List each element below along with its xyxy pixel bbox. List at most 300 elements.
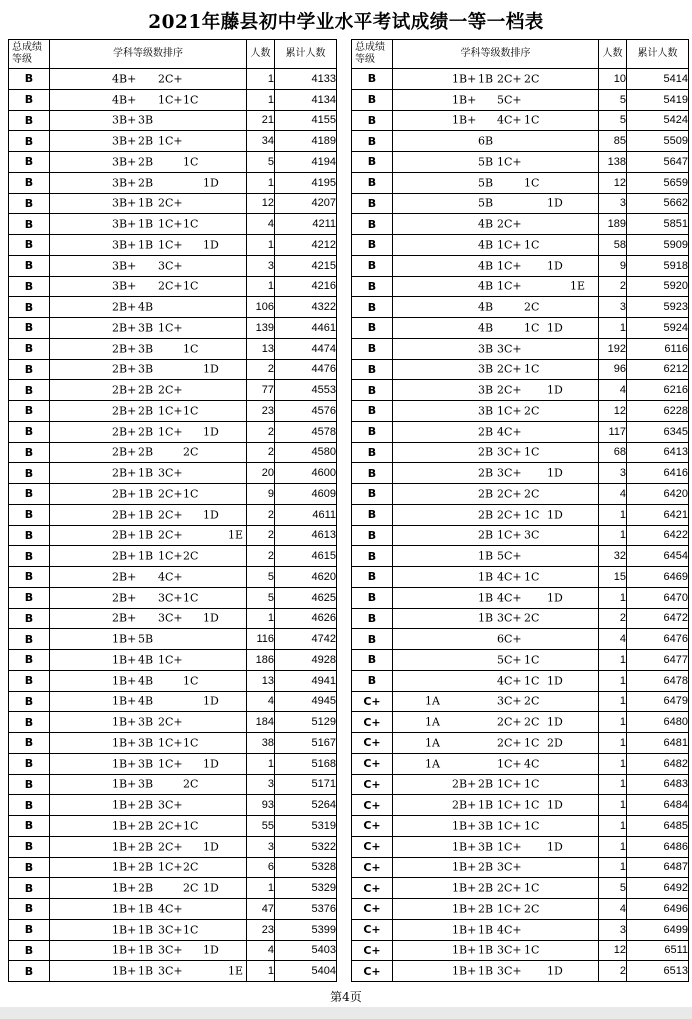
- table-row: [352, 816, 689, 837]
- cumulative-cell: 5647: [627, 152, 689, 173]
- sequence-token: 1B+: [112, 819, 137, 833]
- sequence-token: 1C+: [158, 93, 183, 107]
- subject-sequence-cell: [393, 753, 599, 774]
- sequence-token: 1C+: [158, 404, 183, 418]
- sequence-token: 1C: [183, 342, 199, 356]
- sequence-token: 3C+: [158, 964, 183, 978]
- sequence-token: 1B: [138, 902, 154, 916]
- overall-level-cell: B: [9, 567, 50, 588]
- sequence-token: 2B: [478, 466, 494, 480]
- count-cell: 4: [247, 214, 275, 235]
- table-row: [9, 733, 337, 754]
- cumulative-cell: 4211: [275, 214, 337, 235]
- sequence-token: 1D: [547, 196, 563, 210]
- sequence-token: 1D: [203, 362, 219, 376]
- sequence-token: 2C: [183, 445, 199, 459]
- table-row: [352, 338, 689, 359]
- table-row: [352, 587, 689, 608]
- overall-level-cell: B: [9, 421, 50, 442]
- count-cell: 106: [247, 297, 275, 318]
- cumulative-cell: 4476: [275, 359, 337, 380]
- overall-level-cell: B: [9, 961, 50, 982]
- count-cell: 186: [247, 650, 275, 671]
- count-cell: 5: [247, 152, 275, 173]
- sequence-token: 1C+: [158, 653, 183, 667]
- overall-level-cell: B: [352, 504, 393, 525]
- sequence-token: 1C+: [158, 860, 183, 874]
- page-title: 2021年藤县初中学业水平考试成绩一等一档表: [148, 12, 544, 33]
- subject-sequence-cell: [50, 795, 247, 816]
- sequence-token: 1B+: [112, 902, 137, 916]
- cumulative-cell: 4134: [275, 89, 337, 110]
- sequence-token: 2B+: [112, 321, 137, 335]
- count-cell: 10: [599, 69, 627, 90]
- subject-sequence-cell: [393, 878, 599, 899]
- overall-level-cell: B: [352, 442, 393, 463]
- count-cell: 2: [599, 608, 627, 629]
- overall-level-cell: B: [9, 484, 50, 505]
- cumulative-cell: 5329: [275, 878, 337, 899]
- table-row: [9, 69, 337, 90]
- table-row: [9, 567, 337, 588]
- sequence-token: 1C: [183, 923, 199, 937]
- cumulative-cell: 6469: [627, 567, 689, 588]
- table-row: [352, 152, 689, 173]
- sequence-token: 2C: [183, 860, 199, 874]
- sequence-token: 1C: [524, 653, 540, 667]
- cumulative-cell: 4611: [275, 504, 337, 525]
- cumulative-cell: 5322: [275, 836, 337, 857]
- count-cell: 55: [247, 816, 275, 837]
- table-row: [352, 670, 689, 691]
- overall-level-cell: B: [9, 878, 50, 899]
- overall-level-cell: C+: [352, 919, 393, 940]
- sequence-token: 2C+: [158, 508, 183, 522]
- sequence-token: 1D: [547, 591, 563, 605]
- cumulative-cell: 5328: [275, 857, 337, 878]
- subject-sequence-cell: [50, 193, 247, 214]
- table-row: [352, 359, 689, 380]
- sequence-token: 1B: [138, 549, 154, 563]
- sequence-token: 4C+: [497, 591, 522, 605]
- page-number: 第4页: [330, 990, 362, 1004]
- cumulative-cell: 4578: [275, 421, 337, 442]
- table-row: [352, 629, 689, 650]
- cumulative-cell: 4215: [275, 255, 337, 276]
- count-cell: 3: [599, 297, 627, 318]
- sequence-token: 1B: [478, 72, 494, 86]
- table-row: [352, 380, 689, 401]
- count-cell: 3: [599, 193, 627, 214]
- subject-sequence-cell: [393, 235, 599, 256]
- sequence-token: 1C+: [497, 259, 522, 273]
- table-row: [352, 297, 689, 318]
- sequence-token: 2B+: [452, 798, 477, 812]
- subject-sequence-cell: [393, 795, 599, 816]
- count-cell: 2: [599, 961, 627, 982]
- sequence-token: 2B+: [112, 342, 137, 356]
- sequence-token: 1B+: [112, 777, 137, 791]
- table-row: [352, 421, 689, 442]
- count-cell: 1: [247, 235, 275, 256]
- sequence-token: 1C+: [497, 404, 522, 418]
- sequence-token: 3B: [478, 362, 494, 376]
- count-cell: 2: [247, 525, 275, 546]
- table-row: [9, 712, 337, 733]
- sequence-token: 3C+: [497, 964, 522, 978]
- sequence-token: 1B+: [112, 860, 137, 874]
- overall-level-cell: B: [9, 836, 50, 857]
- sequence-token: 1D: [547, 964, 563, 978]
- sequence-token: 2C: [183, 881, 199, 895]
- table-row: [9, 816, 337, 837]
- sequence-token: 1C: [524, 362, 540, 376]
- sequence-token: 3B: [478, 342, 494, 356]
- sequence-token: 1D: [203, 508, 219, 522]
- sequence-token: 1B+: [112, 736, 137, 750]
- overall-level-cell: B: [352, 421, 393, 442]
- overall-level-cell: C+: [352, 899, 393, 920]
- sequence-token: 2B: [138, 383, 154, 397]
- subject-sequence-cell: [50, 69, 247, 90]
- sequence-token: 2C+: [497, 362, 522, 376]
- sequence-token: 4B: [478, 259, 494, 273]
- table-row: [352, 899, 689, 920]
- cumulative-cell: 4626: [275, 608, 337, 629]
- sequence-token: 2B+: [112, 300, 137, 314]
- sequence-token: 1C+: [497, 528, 522, 542]
- sequence-token: 1C: [183, 404, 199, 418]
- count-cell: 15: [599, 567, 627, 588]
- subject-sequence-cell: [50, 421, 247, 442]
- subject-sequence-cell: [393, 733, 599, 754]
- table-row: [352, 836, 689, 857]
- sequence-token: 2B: [478, 777, 494, 791]
- overall-level-cell: B: [352, 670, 393, 691]
- sequence-token: 1E: [228, 528, 244, 542]
- subject-sequence-cell: [393, 297, 599, 318]
- count-cell: 20: [247, 463, 275, 484]
- overall-level-cell: B: [352, 359, 393, 380]
- sequence-token: 4C+: [497, 674, 522, 688]
- cumulative-cell: 5419: [627, 89, 689, 110]
- sequence-token: 1B: [478, 798, 494, 812]
- table-row: [9, 608, 337, 629]
- sequence-token: 3C+: [158, 798, 183, 812]
- sequence-token: 3B: [138, 736, 154, 750]
- sequence-token: 2B: [478, 425, 494, 439]
- sequence-token: 1C: [524, 819, 540, 833]
- overall-level-cell: B: [9, 359, 50, 380]
- cumulative-cell: 4207: [275, 193, 337, 214]
- subject-sequence-cell: [393, 587, 599, 608]
- overall-level-cell: B: [9, 442, 50, 463]
- sequence-token: 1B+: [452, 881, 477, 895]
- sequence-token: 1B+: [112, 798, 137, 812]
- cumulative-cell: 6484: [627, 795, 689, 816]
- table-row: [9, 401, 337, 422]
- sequence-token: 2B: [478, 445, 494, 459]
- sequence-token: 1D: [547, 715, 563, 729]
- sequence-token: 1D: [203, 425, 219, 439]
- sequence-token: 3C+: [158, 611, 183, 625]
- sequence-token: 1D: [203, 757, 219, 771]
- count-cell: 1: [247, 69, 275, 90]
- sequence-token: 1B: [138, 217, 154, 231]
- subject-sequence-cell: [393, 484, 599, 505]
- cumulative-cell: 6422: [627, 525, 689, 546]
- sequence-token: 3C+: [497, 466, 522, 480]
- count-cell: 1: [247, 172, 275, 193]
- count-cell: 1: [599, 712, 627, 733]
- table-row: [9, 899, 337, 920]
- cumulative-cell: 4461: [275, 318, 337, 339]
- sequence-token: 3C+: [158, 591, 183, 605]
- subject-sequence-cell: [393, 131, 599, 152]
- subject-sequence-cell: [393, 69, 599, 90]
- subject-sequence-cell: [393, 380, 599, 401]
- overall-level-cell: B: [9, 297, 50, 318]
- subject-sequence-cell: [393, 504, 599, 525]
- sequence-token: 1B: [478, 611, 494, 625]
- subject-sequence-cell: [50, 712, 247, 733]
- cumulative-cell: 5129: [275, 712, 337, 733]
- subject-sequence-cell: [50, 442, 247, 463]
- overall-level-cell: B: [352, 131, 393, 152]
- table-row: [352, 235, 689, 256]
- sequence-token: 1B: [478, 549, 494, 563]
- sequence-token: 1B: [138, 238, 154, 252]
- sequence-token: 1C: [524, 570, 540, 584]
- cumulative-cell: 6216: [627, 380, 689, 401]
- table-row: [9, 836, 337, 857]
- sequence-token: 2C: [524, 300, 540, 314]
- sequence-token: 1A: [425, 715, 440, 729]
- subject-sequence-cell: [50, 152, 247, 173]
- overall-level-cell: B: [9, 255, 50, 276]
- cumulative-cell: 6499: [627, 919, 689, 940]
- cumulative-cell: 5662: [627, 193, 689, 214]
- sequence-token: 2B: [138, 134, 154, 148]
- subject-sequence-cell: [50, 484, 247, 505]
- cumulative-cell: 6472: [627, 608, 689, 629]
- subject-sequence-cell: [50, 525, 247, 546]
- sequence-token: 2C+: [158, 196, 183, 210]
- overall-level-cell: B: [352, 484, 393, 505]
- sequence-token: 2B+: [112, 404, 137, 418]
- count-cell: 38: [247, 733, 275, 754]
- sequence-token: 3B+: [112, 134, 137, 148]
- sequence-token: 1C+: [497, 279, 522, 293]
- sequence-token: 2C+: [158, 819, 183, 833]
- sequence-token: 2B+: [112, 425, 137, 439]
- table-row: [352, 857, 689, 878]
- sequence-token: 2B: [478, 881, 494, 895]
- sequence-token: 1B: [138, 466, 154, 480]
- overall-level-cell: B: [352, 255, 393, 276]
- sequence-token: 1A: [425, 757, 440, 771]
- sequence-token: 1C+: [497, 155, 522, 169]
- count-cell: 13: [247, 670, 275, 691]
- count-cell: 77: [247, 380, 275, 401]
- sequence-token: 1B: [478, 923, 494, 937]
- sequence-token: 1C: [183, 93, 199, 107]
- cumulative-cell: 6212: [627, 359, 689, 380]
- cumulative-cell: 6477: [627, 650, 689, 671]
- cumulative-cell: 4576: [275, 401, 337, 422]
- sequence-token: 1C+: [158, 238, 183, 252]
- table-body-right: [352, 69, 689, 982]
- sequence-token: 3B+: [112, 279, 137, 293]
- sequence-token: 3B+: [112, 217, 137, 231]
- table-row: [9, 152, 337, 173]
- subject-sequence-cell: [393, 193, 599, 214]
- cumulative-cell: 6416: [627, 463, 689, 484]
- sequence-token: 1E: [570, 279, 586, 293]
- count-cell: 116: [247, 629, 275, 650]
- sequence-token: 1B+: [112, 632, 137, 646]
- table-row: [352, 712, 689, 733]
- overall-level-cell: B: [352, 172, 393, 193]
- overall-level-cell: B: [9, 774, 50, 795]
- count-cell: 2: [599, 276, 627, 297]
- cumulative-cell: 6513: [627, 961, 689, 982]
- table-row: [352, 961, 689, 982]
- sequence-token: 1B: [138, 196, 154, 210]
- cumulative-cell: 4189: [275, 131, 337, 152]
- table-row: [9, 525, 337, 546]
- subject-sequence-cell: [50, 463, 247, 484]
- sequence-token: 2C: [183, 777, 199, 791]
- overall-level-cell: B: [352, 297, 393, 318]
- cumulative-cell: 5167: [275, 733, 337, 754]
- table-body-left: [9, 69, 337, 982]
- grade-table-left: [8, 39, 337, 982]
- count-cell: 1: [599, 525, 627, 546]
- overall-level-cell: B: [9, 816, 50, 837]
- subject-sequence-cell: [393, 214, 599, 235]
- table-row: [352, 525, 689, 546]
- count-cell: 47: [247, 899, 275, 920]
- table-row: [9, 235, 337, 256]
- sequence-token: 2C+: [497, 508, 522, 522]
- sequence-token: 1C+: [158, 321, 183, 335]
- sequence-token: 3B: [478, 404, 494, 418]
- overall-level-cell: B: [352, 152, 393, 173]
- header-level: 总成绩 等级: [9, 40, 50, 69]
- sequence-token: 2B: [138, 155, 154, 169]
- sequence-token: 4B: [478, 238, 494, 252]
- sequence-token: 1B+: [112, 881, 137, 895]
- count-cell: 4: [247, 691, 275, 712]
- sequence-token: 2C: [524, 902, 540, 916]
- sequence-token: 2B+: [112, 445, 137, 459]
- table-row: [9, 338, 337, 359]
- overall-level-cell: B: [352, 546, 393, 567]
- cumulative-cell: 5659: [627, 172, 689, 193]
- sequence-token: 4B+: [112, 93, 137, 107]
- sequence-token: 1B+: [112, 943, 137, 957]
- table-row: [9, 172, 337, 193]
- overall-level-cell: B: [9, 899, 50, 920]
- count-cell: 3: [247, 836, 275, 857]
- header-cumulative: 累计人数: [627, 40, 689, 69]
- subject-sequence-cell: [50, 110, 247, 131]
- table-header-row: [352, 40, 689, 69]
- subject-sequence-cell: [393, 318, 599, 339]
- count-cell: 1: [247, 878, 275, 899]
- sequence-token: 2B: [138, 881, 154, 895]
- sequence-token: 1D: [547, 321, 563, 335]
- sequence-token: 4C+: [497, 113, 522, 127]
- overall-level-cell: B: [352, 463, 393, 484]
- sequence-token: 3C+: [497, 611, 522, 625]
- sequence-token: 1C+: [497, 902, 522, 916]
- cumulative-cell: 4553: [275, 380, 337, 401]
- count-cell: 138: [599, 152, 627, 173]
- overall-level-cell: B: [9, 131, 50, 152]
- sequence-token: 1B+: [452, 943, 477, 957]
- sequence-token: 6B: [478, 134, 494, 148]
- overall-level-cell: C+: [352, 816, 393, 837]
- count-cell: 96: [599, 359, 627, 380]
- sequence-token: 1C+: [158, 549, 183, 563]
- subject-sequence-cell: [393, 836, 599, 857]
- subject-sequence-cell: [393, 359, 599, 380]
- sequence-token: 1C: [524, 674, 540, 688]
- count-cell: 4: [247, 940, 275, 961]
- sequence-token: 1C+: [158, 757, 183, 771]
- count-cell: 5: [247, 587, 275, 608]
- table-row: [352, 546, 689, 567]
- subject-sequence-cell: [393, 650, 599, 671]
- subject-sequence-cell: [393, 940, 599, 961]
- count-cell: 5: [599, 89, 627, 110]
- table-row: [9, 255, 337, 276]
- cumulative-cell: 6511: [627, 940, 689, 961]
- overall-level-cell: B: [352, 318, 393, 339]
- sequence-token: 1B: [138, 487, 154, 501]
- count-cell: 23: [247, 401, 275, 422]
- sequence-token: 1B+: [452, 902, 477, 916]
- overall-level-cell: B: [9, 89, 50, 110]
- sequence-token: 2B+: [112, 383, 137, 397]
- overall-level-cell: B: [9, 401, 50, 422]
- subject-sequence-cell: [393, 276, 599, 297]
- overall-level-cell: B: [352, 525, 393, 546]
- sequence-token: 1C+: [497, 238, 522, 252]
- cumulative-cell: 6421: [627, 504, 689, 525]
- sequence-token: 1B+: [452, 93, 477, 107]
- cumulative-cell: 4600: [275, 463, 337, 484]
- subject-sequence-cell: [50, 89, 247, 110]
- sequence-token: 1B: [138, 508, 154, 522]
- sequence-token: 1C: [183, 819, 199, 833]
- sequence-token: 1B+: [112, 674, 137, 688]
- count-cell: 139: [247, 318, 275, 339]
- cumulative-cell: 5168: [275, 753, 337, 774]
- subject-sequence-cell: [50, 380, 247, 401]
- header-sequence: 学科等级数排序: [50, 40, 247, 69]
- table-row: [9, 276, 337, 297]
- cumulative-cell: 5319: [275, 816, 337, 837]
- grade-table-right: [351, 39, 689, 982]
- overall-level-cell: C+: [352, 836, 393, 857]
- table-row: [9, 650, 337, 671]
- cumulative-cell: 5923: [627, 297, 689, 318]
- overall-level-cell: B: [9, 795, 50, 816]
- overall-level-cell: B: [352, 629, 393, 650]
